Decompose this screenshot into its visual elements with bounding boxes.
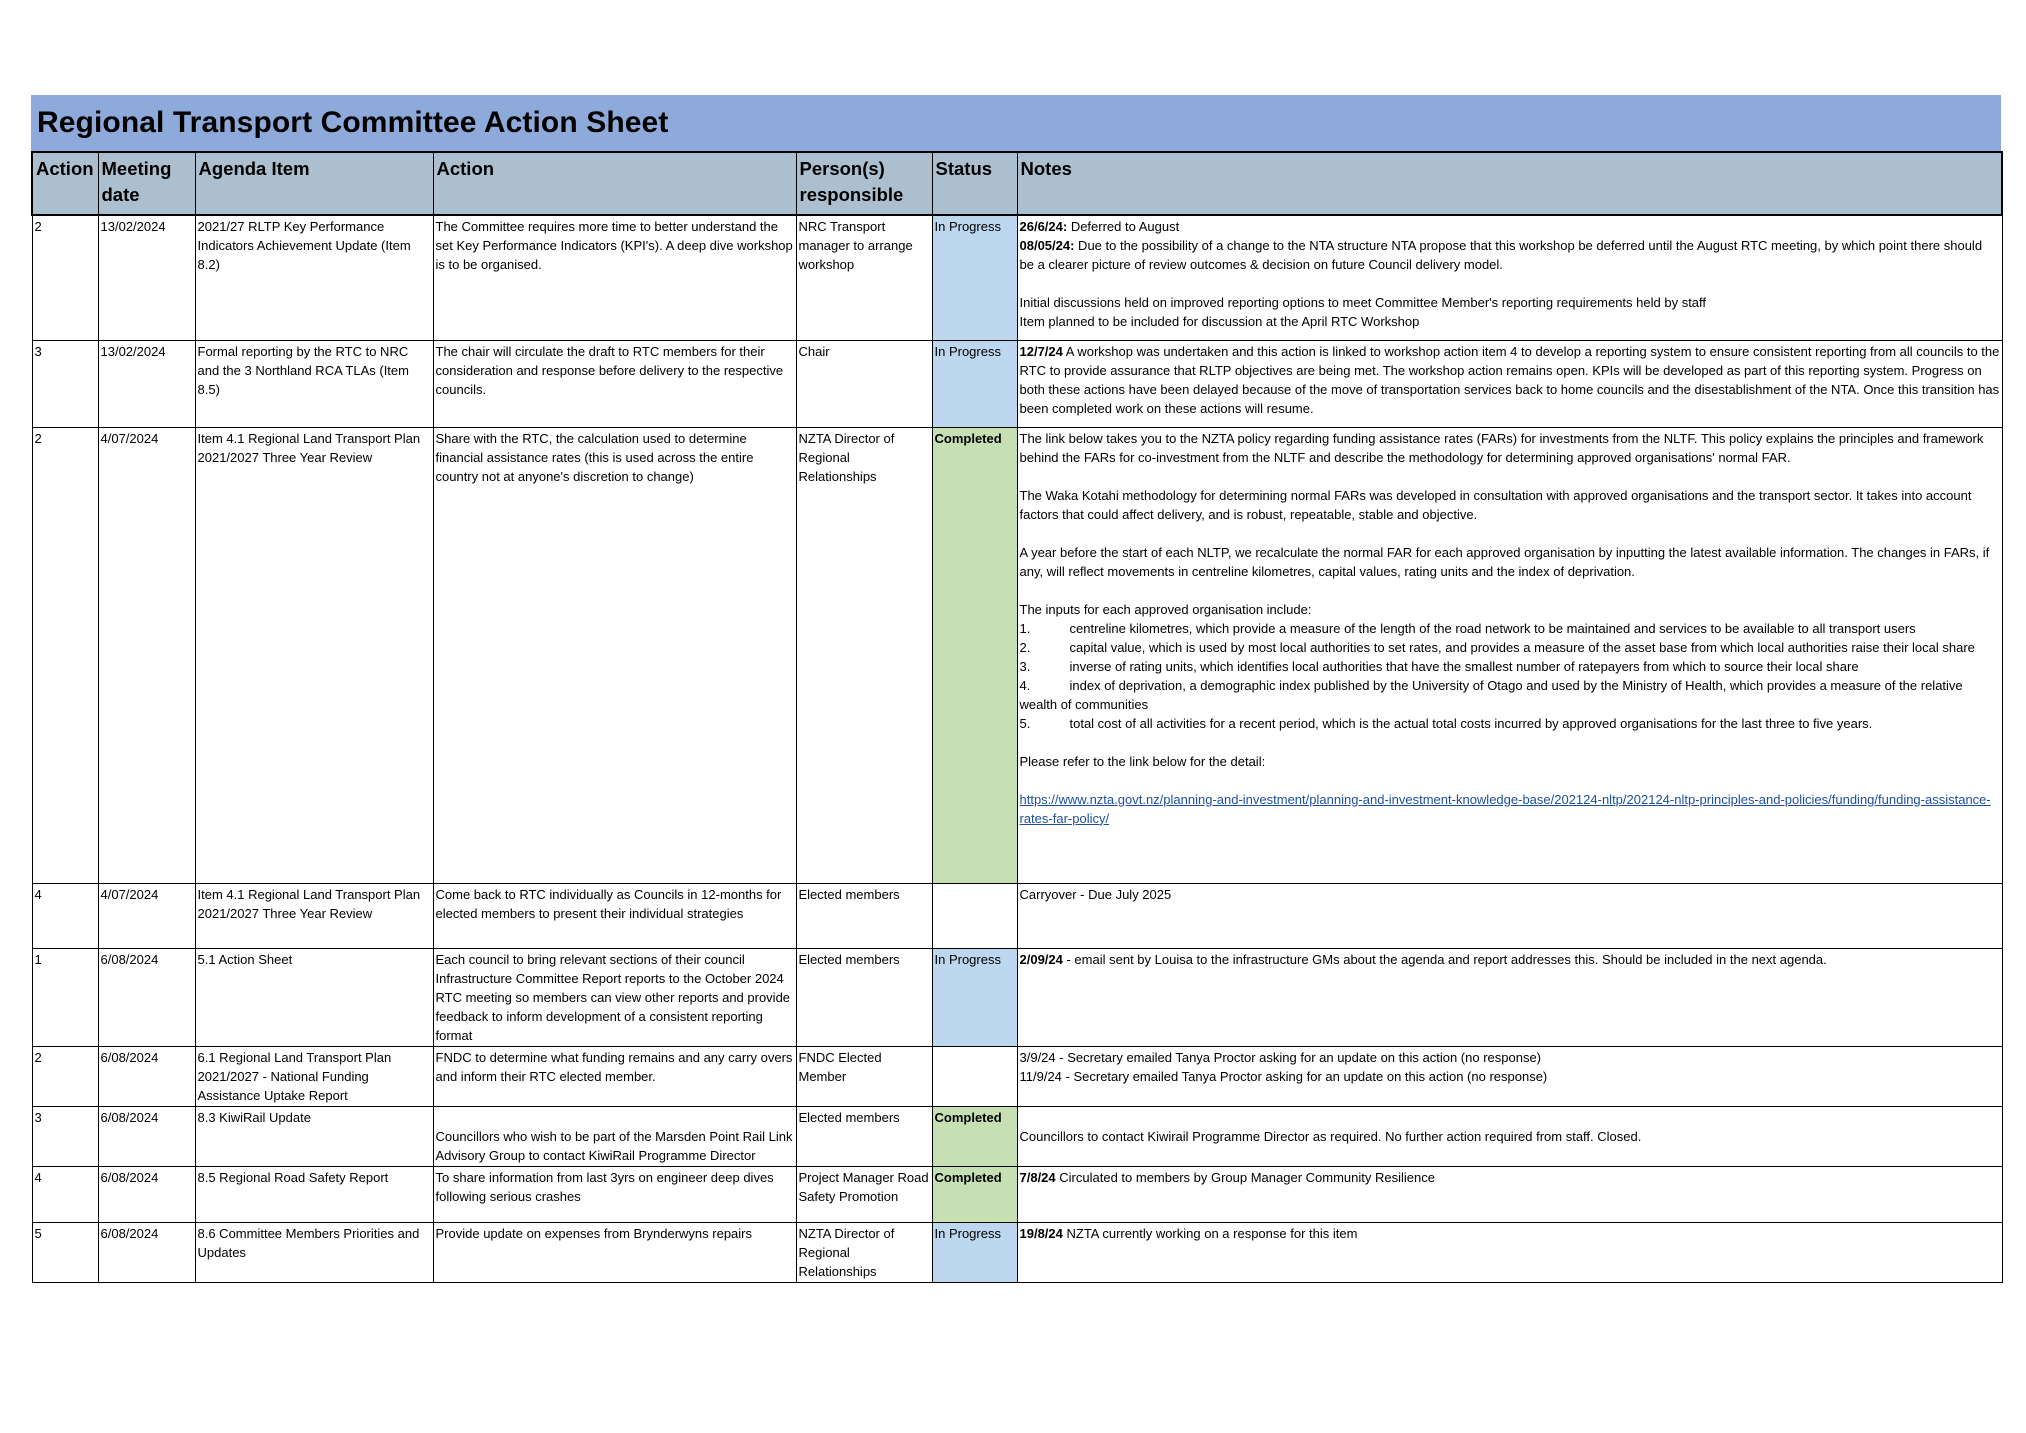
table-row xyxy=(32,427,2002,883)
status-badge: Completed xyxy=(932,1106,1017,1166)
col-header-action-desc: Action xyxy=(433,152,796,215)
status-badge: In Progress xyxy=(932,948,1017,1046)
table-row xyxy=(32,1106,2002,1166)
status-badge: In Progress xyxy=(932,1222,1017,1282)
cell-person: NZTA Director of Regional Relationships xyxy=(796,1222,932,1282)
cell-action: 2 xyxy=(32,1046,98,1106)
status-badge: Completed xyxy=(932,1166,1017,1222)
col-header-person: Person(s) responsible xyxy=(796,152,932,215)
list-item: 1. centreline kilometres, which provide a measure of the length of the road network to be maintained and services to be available to all transport users xyxy=(1019,620,1916,636)
table-row xyxy=(32,1166,2002,1222)
cell-action: 4 xyxy=(32,1166,98,1222)
cell-desc: Come back to RTC individually as Councils in 12-months for elected members to present their individual strategies xyxy=(433,883,796,948)
cell-agenda: 5.1 Action Sheet xyxy=(195,948,433,1046)
far-policy-link[interactable]: https://www.nzta.govt.nz/planning-and-investment/planning-and-investment-knowledge-base/202124-nltp/202124-nltp-principles-and-policies/funding/funding-assistance-rates-far-policy/ xyxy=(1019,791,1991,826)
col-header-action: Action xyxy=(32,152,98,215)
cell-notes: 19/8/24 NZTA currently working on a response for this item xyxy=(1017,1222,2002,1282)
cell-date: 6/08/2024 xyxy=(98,1166,195,1222)
cell-action: 4 xyxy=(32,883,98,948)
cell-action: 3 xyxy=(32,1106,98,1166)
cell-person: FNDC Elected Member xyxy=(796,1046,932,1106)
list-item: 2. capital value, which is used by most local authorities to set rates, and provides a measure of the asset base from which local authorities raise their local share xyxy=(1019,639,1975,655)
action-table xyxy=(31,151,2003,1283)
cell-action: 1 xyxy=(32,948,98,1046)
cell-desc: FNDC to determine what funding remains and any carry overs and inform their RTC elected member. xyxy=(433,1046,796,1106)
table-row xyxy=(32,948,2002,1046)
cell-date: 4/07/2024 xyxy=(98,427,195,883)
cell-desc: Councillors who wish to be part of the Marsden Point Rail Link Advisory Group to contact KiwiRail Programme Director xyxy=(433,1106,796,1166)
cell-notes: 12/7/24 A workshop was undertaken and this action is linked to workshop action item 4 to develop a reporting system to ensure consistent reporting from all councils to the RTC to provide assurance that RLTP objectives are being met. The workshop action remains open. KPIs will be developed as part of this reporting system. Progress on both these actions have been delayed because of the move of transportation services back to home councils and the disestablishment of the NTA. Once this transition has been completed work on these actions will resume. xyxy=(1017,340,2002,427)
cell-person: Elected members xyxy=(796,883,932,948)
cell-desc: To share information from last 3yrs on engineer deep dives following serious crashes xyxy=(433,1166,796,1222)
col-header-status: Status xyxy=(932,152,1017,215)
cell-agenda: 2021/27 RLTP Key Performance Indicators Achievement Update (Item 8.2) xyxy=(195,215,433,340)
cell-desc: Provide update on expenses from Brynderwyns repairs xyxy=(433,1222,796,1282)
cell-desc: The chair will circulate the draft to RTC members for their consideration and response before delivery to the respective councils. xyxy=(433,340,796,427)
cell-notes: 3/9/24 - Secretary emailed Tanya Proctor asking for an update on this action (no response) 11/9/24 - Secretary emailed Tanya Proctor asking for an update on this action (no response) xyxy=(1017,1046,2002,1106)
cell-date: 6/08/2024 xyxy=(98,1046,195,1106)
cell-notes: 26/6/24: Deferred to August 08/05/24: Due to the possibility of a change to the NTA structure NTA propose that this workshop be deferred until the August RTC meeting, by which point there should be a clearer picture of review outcomes & decision on future Council delivery model. Initial discussions held on improved reporting options to meet Committee Member's reporting requirements held by staff Item planned to be included for discussion at the April RTC Workshop xyxy=(1017,215,2002,340)
table-row xyxy=(32,1222,2002,1282)
col-header-agenda-item: Agenda Item xyxy=(195,152,433,215)
list-item: 4. index of deprivation, a demographic index published by the University of Otago and used by the Ministry of Health, which provides a measure of the relative xyxy=(1019,677,1963,693)
cell-date: 13/02/2024 xyxy=(98,340,195,427)
cell-agenda: 6.1 Regional Land Transport Plan 2021/2027 - National Funding Assistance Uptake Report xyxy=(195,1046,433,1106)
cell-agenda: 8.6 Committee Members Priorities and Updates xyxy=(195,1222,433,1282)
cell-person: Project Manager Road Safety Promotion xyxy=(796,1166,932,1222)
status-badge: In Progress xyxy=(932,215,1017,340)
status-badge: Completed xyxy=(932,427,1017,883)
cell-action: 5 xyxy=(32,1222,98,1282)
cell-person: NRC Transport manager to arrange workshop xyxy=(796,215,932,340)
status-badge xyxy=(932,883,1017,948)
action-sheet xyxy=(31,95,2001,1283)
cell-agenda: Item 4.1 Regional Land Transport Plan 2021/2027 Three Year Review xyxy=(195,883,433,948)
cell-agenda: 8.5 Regional Road Safety Report xyxy=(195,1166,433,1222)
cell-notes: Carryover - Due July 2025 xyxy=(1017,883,2002,948)
cell-action: 2 xyxy=(32,427,98,883)
cell-person: Elected members xyxy=(796,948,932,1046)
cell-desc: Each council to bring relevant sections of their council Infrastructure Committee Report reports to the October 2024 RTC meeting so members can view other reports and provide feedback to inform development of a consistent reporting format xyxy=(433,948,796,1046)
cell-date: 6/08/2024 xyxy=(98,1222,195,1282)
cell-agenda: Item 4.1 Regional Land Transport Plan 2021/2027 Three Year Review xyxy=(195,427,433,883)
status-badge: In Progress xyxy=(932,340,1017,427)
table-row xyxy=(32,883,2002,948)
cell-person: Chair xyxy=(796,340,932,427)
cell-notes: 7/8/24 Circulated to members by Group Manager Community Resilience xyxy=(1017,1166,2002,1222)
cell-person: Elected members xyxy=(796,1106,932,1166)
list-item: 5. total cost of all activities for a recent period, which is the actual total costs incurred by approved organisations for the last three to five years. xyxy=(1019,715,1873,731)
table-row xyxy=(32,340,2002,427)
cell-action: 2 xyxy=(32,215,98,340)
status-badge xyxy=(932,1046,1017,1106)
cell-date: 13/02/2024 xyxy=(98,215,195,340)
cell-notes: The link below takes you to the NZTA policy regarding funding assistance rates (FARs) for investments from the NLTF. This policy explains the principles and framework behind the FARs for co-investment from the NLTF and describe the methodology for determining approved organisations' normal FAR. The Waka Kotahi methodology for determining normal FARs was developed in consultation with approved organisations and the transport sector. It takes into account factors that could affect delivery, and is robust, repeatable, stable and objective. A year before the start of each NLTP, we recalculate the normal FAR for each approved organisation by inputting the latest available information. The changes in FARs, if any, will reflect movements in centreline kilometres, capital values, rating units and the index of deprivation. The inputs for each approved organisation include: 1. centreline kilometres, which provide a measure of the length of the road network to be maintained and services to be available to all transport users 2. capital value, which is used by most local authorities to set rates, and provides a measure of the asset base from which local authorities raise their local share 3. inverse of rating units, which identifies local authorities that have the smallest number of ratepayers from which to source their local share 4. index of deprivation, a demographic index published by the University of Otago and used by the Ministry of Health, which provides a measure of the relative wealth of communities 5. total cost of all activities for a recent period, which is the actual total costs incurred by approved organisations for the last three to five years. Please refer to the link below for the detail: https://www.nzta.govt.nz/planning-and-investment/planning-and-investment-knowledge-base/202124-nltp/202124-nltp-principles-and-policies/funding/funding-assistance-rates-far-policy/ xyxy=(1017,427,2002,883)
cell-agenda: Formal reporting by the RTC to NRC and the 3 Northland RCA TLAs (Item 8.5) xyxy=(195,340,433,427)
col-header-meeting-date: Meeting date xyxy=(98,152,195,215)
table-row xyxy=(32,215,2002,340)
cell-person: NZTA Director of Regional Relationships xyxy=(796,427,932,883)
page-title: Regional Transport Committee Action Sheet xyxy=(37,106,669,139)
cell-desc: The Committee requires more time to better understand the set Key Performance Indicators (KPI's). A deep dive workshop is to be organised. xyxy=(433,215,796,340)
cell-date: 6/08/2024 xyxy=(98,948,195,1046)
cell-date: 4/07/2024 xyxy=(98,883,195,948)
cell-agenda: 8.3 KiwiRail Update xyxy=(195,1106,433,1166)
table-row xyxy=(32,1046,2002,1106)
cell-notes: 2/09/24 - email sent by Louisa to the infrastructure GMs about the agenda and report addresses this. Should be included in the next agenda. xyxy=(1017,948,2002,1046)
header-row xyxy=(32,152,2002,215)
cell-desc: Share with the RTC, the calculation used to determine financial assistance rates (this is used across the entire country not at anyone's discretion to change) xyxy=(433,427,796,883)
cell-date: 6/08/2024 xyxy=(98,1106,195,1166)
list-item: 3. inverse of rating units, which identifies local authorities that have the smallest number of ratepayers from which to source their local share xyxy=(1019,658,1859,674)
cell-notes: Councillors to contact Kiwirail Programme Director as required. No further action required from staff. Closed. xyxy=(1017,1106,2002,1166)
cell-action: 3 xyxy=(32,340,98,427)
title-bar xyxy=(31,95,2001,151)
col-header-notes: Notes xyxy=(1017,152,2002,215)
